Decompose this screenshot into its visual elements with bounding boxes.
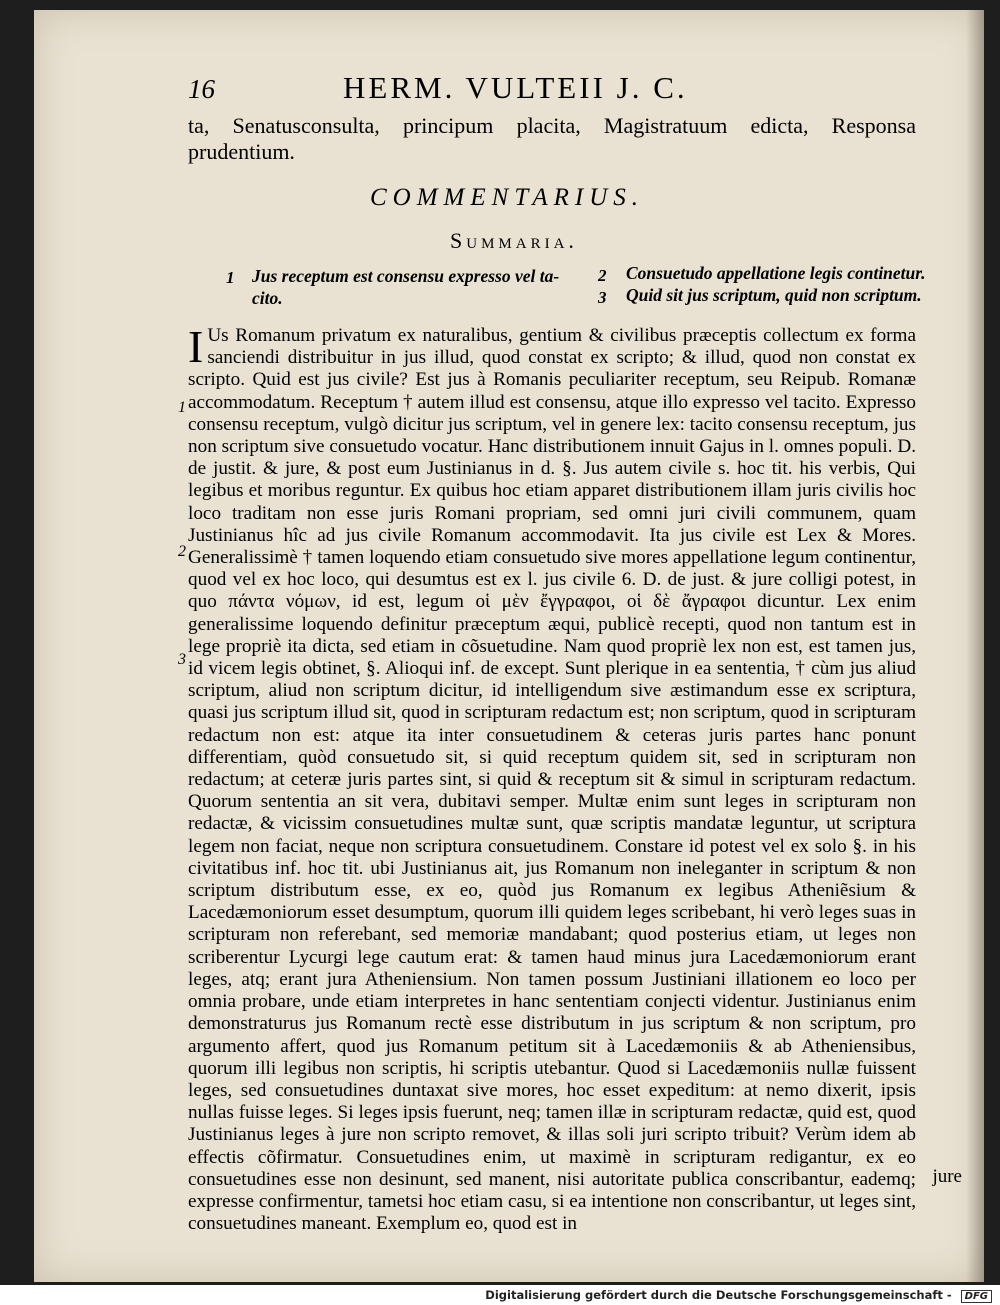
main-text-block [188, 321, 916, 1235]
footer-credit-text: Digitalisierung gefördert durch die Deutsche Forschungsgemeinschaft - [485, 1288, 952, 1302]
page-number: 16 [188, 74, 215, 104]
summary-item-3: Quid sit jus scriptum, quid non scriptum. [626, 285, 922, 305]
main-text: Us Romanum privatum ex naturalibus, gentium & civilibus præceptis collectum ex forma sanciendi distribuitur in jus illud, quod constat ex scripto; & illud, quod non constat ex scripto. Quid est jus civile? Est jus à Romanis peculiariter receptum, seu Reipub. Romanæ accommodatum. Receptum † autem illud est consensu, atque illo expresso vel tacito. Expresso consensu receptum, vulgò dicitur jus scriptum, vel in genere lex: tacito consensu receptum, jus non scriptum sive consuetudo vocatur. Hanc distributionem innuit Gajus in l. omnes populi. D. de justit. & jure, & post eum Justinianus in d. §. Jus autem civile s. hoc tit. his verbis, Qui legibus et moribus reguntur. Ex quibus hoc etiam apparet distributionem illam juris civilis hoc loco traditam non esse juris Romani propriam, sed omni juri civili communem, quam Justinianus hîc ad jus civile Romanum accommodavit. Ita jus civile est Lex & Mores. Generalissimè † tamen loquendo etiam consuetudo sive mores appellatione legum continentur, quod vel ex hoc loco, qui desumtus est ex l. jus civile 6. D. de just. & jure colligi potest, in quo πάντα νόμων, id est, legum οἱ μὲν ἔγγραφοι, οἱ δὲ ἄγραφοι dicuntur. Lex enim generalissime loquendo definitur præceptum æqui, publicè recepti, quod non tantum est in lege propriè ita dicta, sed etiam in cõsuetudine. Nam quod propriè lex non est, est tamen jus, id vicem legis obtinet, §. Alioqui inf. de except. Sunt plerique in ea sententia, † cùm jus aliud scriptum, aliud non scriptum dicitur, id intelligendum sive æstimandum esse ex scriptura, quasi jus scriptum illud sit, quod in scripturam redactum est; non scriptum, quod in scripturam redactum non est: atque ita inter consuetudinem & ceteras juris partes hanc ponunt differentiam, quòd consuetudo sit, si quid receptum quidem sit, sed in scripturam non redactum; at ceteræ juris partes sint, si quid & receptum sit & simul in scripturam redactum. Quorum sententia an sit vera, dubitavi semper. Multæ enim sunt leges in scripturam non redactæ, & vicissim consuetudines multæ sunt, quæ scriptis mandatæ leguntur, ut scriptura legem non faciat, neque non scriptura consuetudinem. Constare id potest vel ex solo §. in his civitatibus inf. hoc tit. ubi Justinianus ait, jus Romanum non ineleganter in scriptum & non scriptum distributum esse, ex eo, quòd jus Romanum ex legibus Atheniẽsium & Lacedæmoniorum esset desumptum, quorum illi quidem leges scribebant, hi verò leges suas in scripturam non referebant, sed memoriæ mandabant; quod posterius etiam, ut leges non scriberentur Lycurgi lege cautum erat: & tamen haud minus jura Lacedæmoniorum erant leges, atq; erant jura Atheniensium. Non tamen possum Justiniani illationem eo loco per omnia probare, unde etiam interpretes in hanc sententiam conjecti videntur. Justinianus enim demonstraturus jus Romanum rectè esse distributum in jus scriptum & non scriptum, pro argumento affert, quod jus Romanum petitum sit à Lacedæmoniis & ab Atheniensibus, quorum illi legibus non scriptis, hi scriptis utebantur. Quod si Lacedæmoniis nullæ fuissent leges, sed consuetudines duntaxat sive mores, hoc esset expeditum: at nemo dixerit, ipsis nullas fuisse leges. Si leges ipsis fuerunt, neq; tamen illæ in scripturam redactæ, quid est, quod Justinianus leges à jure non scripto removet, & illas soli juri scripto tribuit? Verùm idem ab effectis cõfirmatur. Consuetudines enim, ut maximè in scripturam redigantur, ex eo consuetudines esse non desinunt, sed manent, nisi autoritate publica conscribantur, eademq; expresse confirmentur, tametsi hoc etiam casu, si ea intentione non conscribantur, ut leges sint, consuetudines maneant. Exemplum eo, quod est in [188, 325, 916, 1235]
margin-number-2: 2 [178, 543, 186, 560]
summaria-title: Summaria. [450, 228, 578, 253]
summary-item-1: Jus receptum est consensu expresso vel ta- [252, 266, 560, 286]
summary-number-1: 1 [226, 268, 235, 287]
margin-number-3: 3 [178, 651, 186, 668]
intro-text: ta, Senatusconsulta, principum placita, Magistratuum edicta, Responsa prudentium. [188, 113, 916, 164]
commentary-title: COMMENTARIUS. [370, 184, 645, 211]
page-edge-shadow [966, 10, 984, 1282]
drop-cap: I [188, 321, 204, 372]
summary-number-2: 2 [598, 266, 607, 285]
summary-number-3: 3 [598, 288, 607, 307]
footer-bar [0, 1285, 1000, 1305]
summary-item-1-cont: cito. [252, 288, 283, 308]
catchword: jure [932, 1166, 962, 1187]
footer-credit [485, 1288, 992, 1303]
summary-item-2: Consuetudo appellatione legis continetur. [626, 263, 926, 283]
running-head: HERM. VULTEII J. C. [343, 70, 688, 105]
margin-number-1: 1 [178, 399, 186, 416]
dfg-logo: DFG [961, 1290, 992, 1303]
page-header [188, 70, 748, 110]
